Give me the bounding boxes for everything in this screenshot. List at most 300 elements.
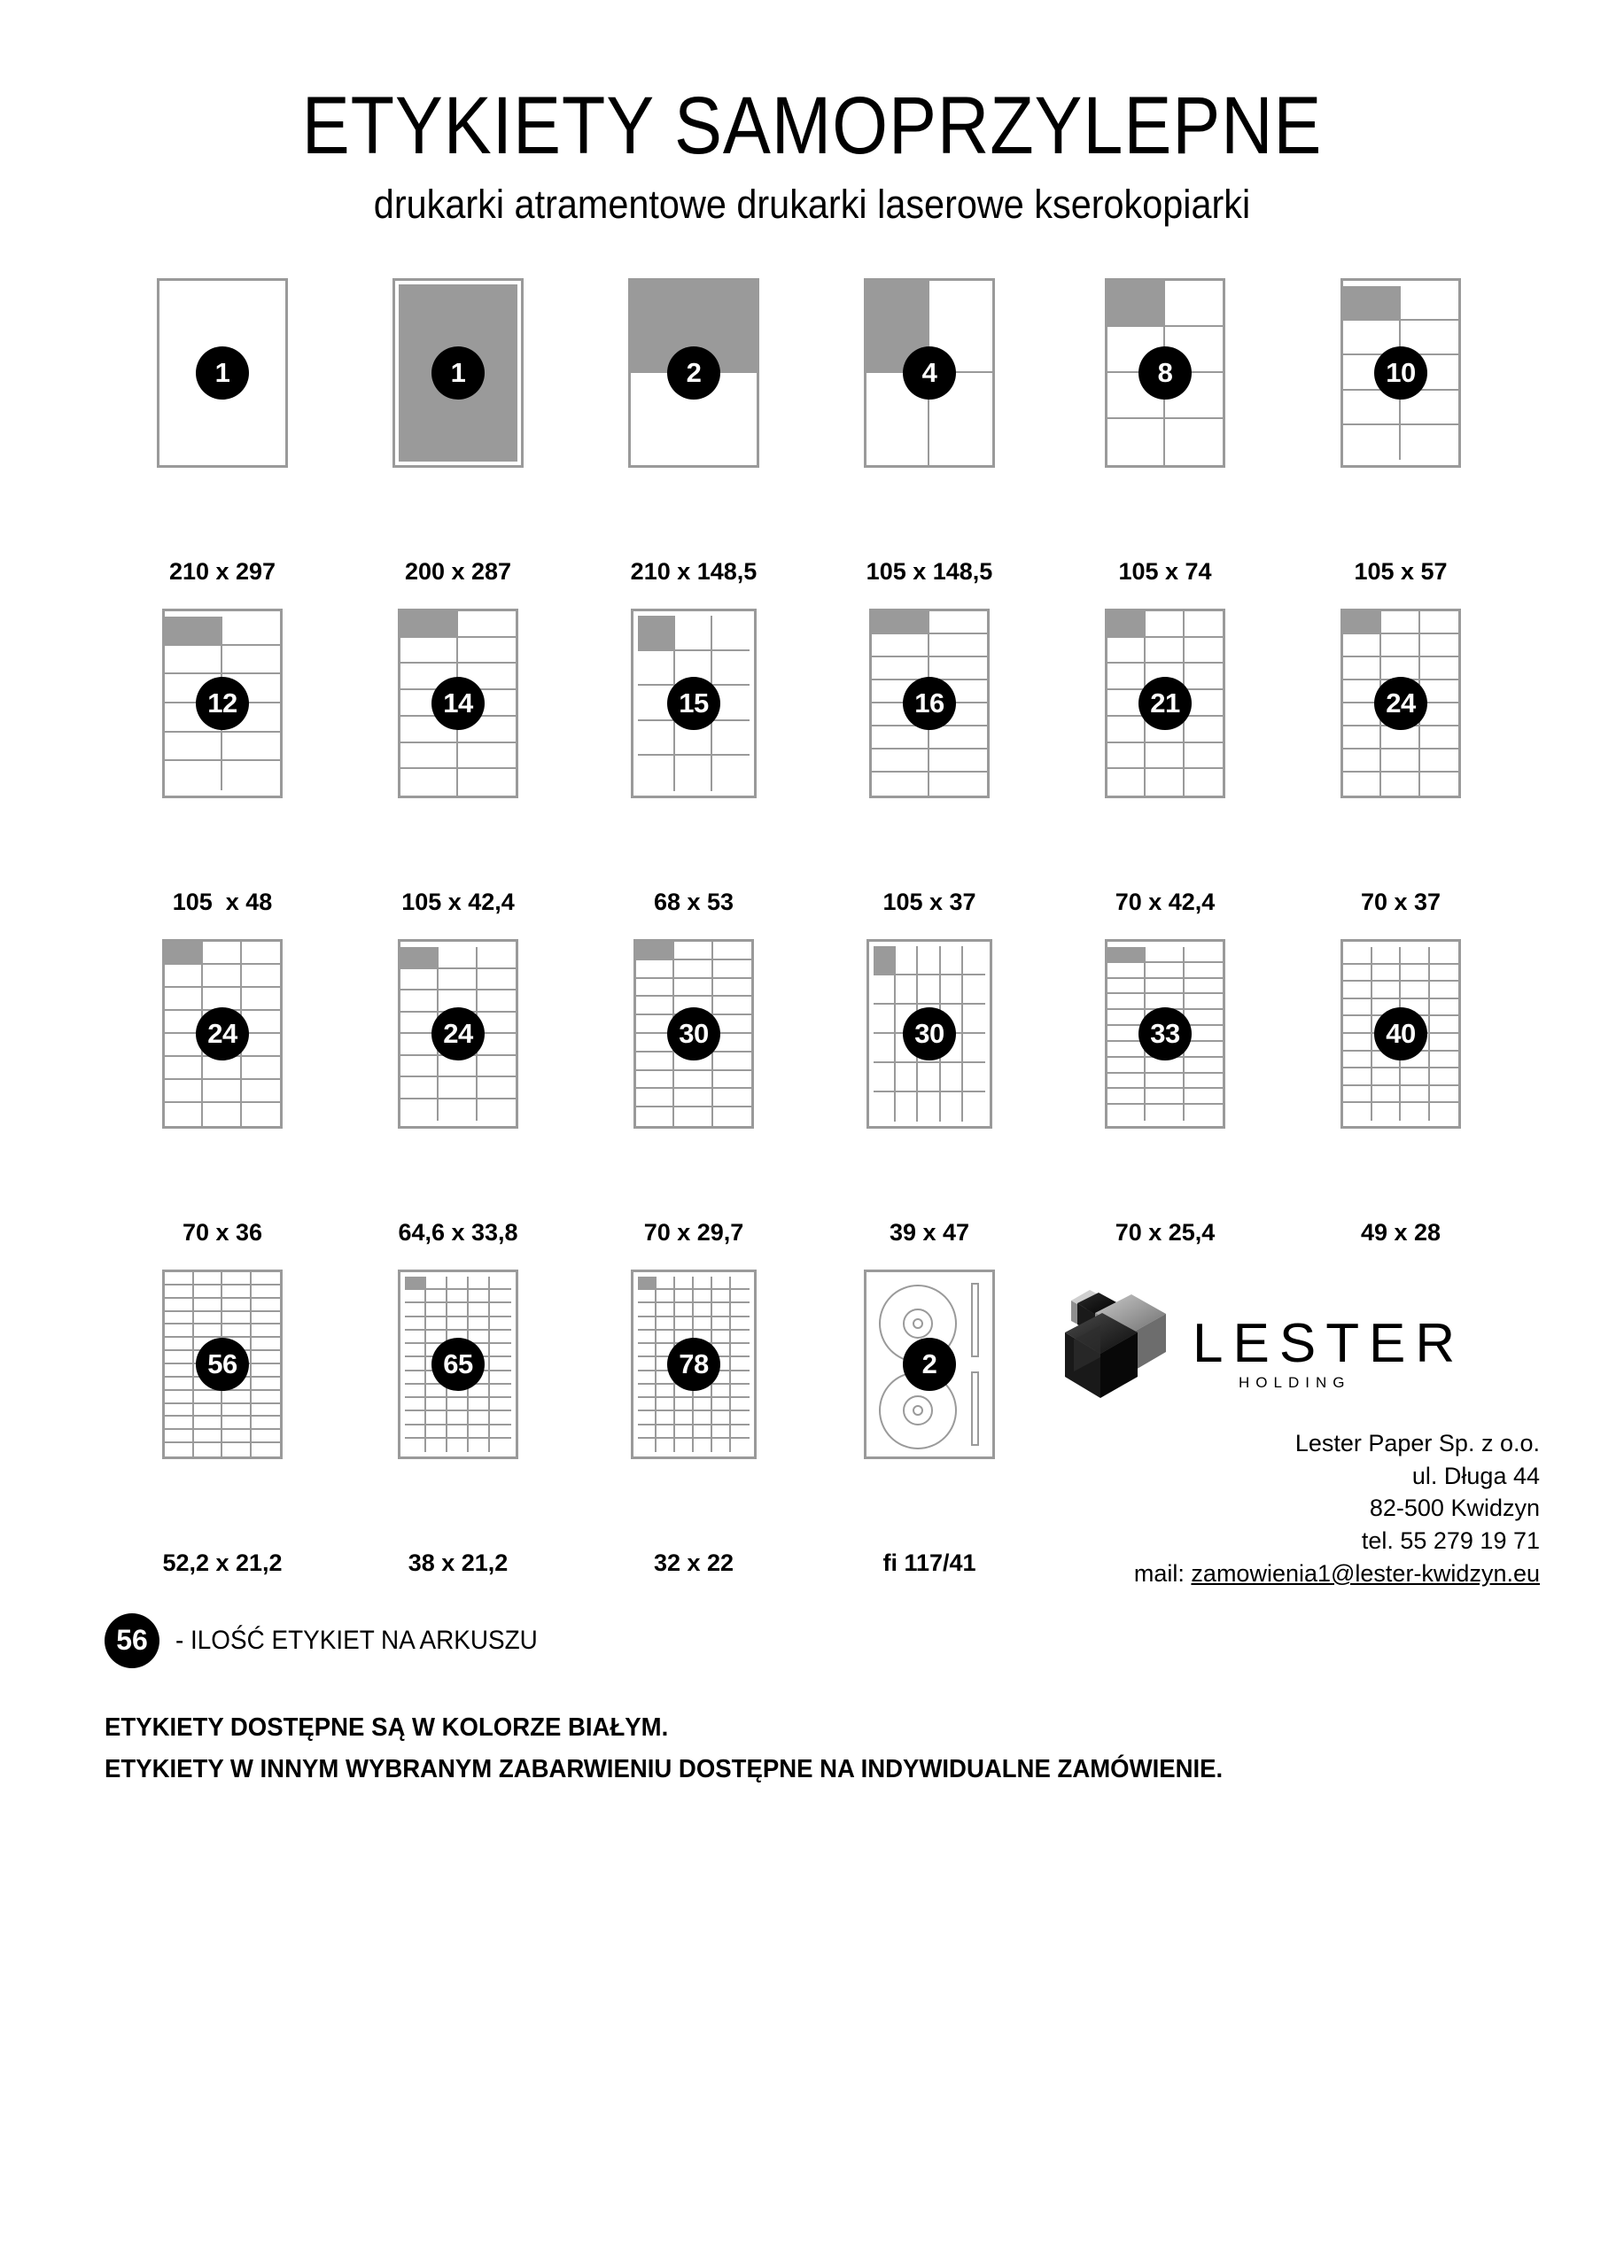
label-cell bbox=[1401, 1068, 1430, 1086]
label-cell bbox=[636, 1071, 674, 1090]
label-cell bbox=[731, 1357, 750, 1371]
label-cell bbox=[731, 1425, 750, 1439]
label-size-caption: 70 x 42,4 bbox=[1115, 889, 1216, 915]
label-size-caption: 105 x 48 bbox=[172, 889, 273, 915]
label-cell bbox=[1420, 611, 1458, 634]
label-cell bbox=[694, 1317, 712, 1331]
label-cell-highlighted bbox=[1107, 281, 1165, 327]
cd-label-sheet bbox=[864, 1270, 995, 1459]
label-sheet-figure bbox=[1105, 278, 1225, 544]
label-cell bbox=[242, 1057, 280, 1080]
label-sheet bbox=[1105, 939, 1225, 1129]
label-cell bbox=[194, 1391, 223, 1404]
label-sheet-card[interactable] bbox=[812, 939, 1047, 1247]
label-cell bbox=[1107, 1105, 1146, 1121]
label-cell bbox=[1185, 1058, 1223, 1074]
label-sheet-figure bbox=[1340, 609, 1461, 874]
label-cell bbox=[712, 1277, 731, 1290]
label-cell bbox=[405, 1425, 426, 1439]
label-cell bbox=[1146, 963, 1184, 979]
label-cell bbox=[1430, 947, 1459, 965]
label-cell bbox=[490, 1344, 511, 1357]
label-cell bbox=[1343, 657, 1381, 680]
label-cell bbox=[426, 1303, 447, 1317]
label-count-badge: 24 bbox=[431, 1007, 485, 1060]
label-sheet bbox=[864, 278, 995, 468]
label-sheet-card[interactable] bbox=[105, 1270, 340, 1577]
label-cell bbox=[657, 1290, 675, 1303]
label-cell bbox=[918, 1063, 940, 1092]
label-sheet bbox=[628, 278, 759, 468]
label-sheet-card[interactable] bbox=[1283, 609, 1519, 916]
label-cell bbox=[929, 750, 987, 773]
label-sheet bbox=[631, 609, 757, 798]
label-sheet-card[interactable] bbox=[340, 278, 576, 586]
label-sheet-card[interactable] bbox=[1047, 278, 1283, 586]
label-cell bbox=[963, 1034, 985, 1063]
label-cell bbox=[1185, 743, 1223, 770]
cd-center-hole bbox=[913, 1405, 923, 1416]
label-cell bbox=[712, 1439, 731, 1452]
label-size-caption: 105 x 57 bbox=[1354, 558, 1448, 585]
label-cell bbox=[165, 1272, 194, 1285]
label-cell bbox=[694, 1290, 712, 1303]
label-sheet-card[interactable] bbox=[340, 1270, 576, 1577]
label-cell bbox=[657, 1331, 675, 1344]
label-cell-highlighted bbox=[1343, 286, 1401, 321]
label-cell bbox=[1430, 1103, 1459, 1121]
label-cell bbox=[638, 1357, 657, 1371]
label-cell bbox=[636, 1107, 674, 1126]
label-cell bbox=[712, 1425, 731, 1439]
label-cell bbox=[447, 1303, 469, 1317]
label-cell bbox=[469, 1398, 490, 1411]
label-sheet bbox=[633, 939, 754, 1129]
label-sheet-figure bbox=[864, 1270, 995, 1535]
label-cell bbox=[165, 646, 222, 675]
label-cell bbox=[1372, 982, 1402, 999]
label-cell bbox=[165, 1404, 194, 1418]
label-cell bbox=[1401, 1086, 1430, 1104]
label-cell bbox=[405, 1290, 426, 1303]
label-cell bbox=[896, 975, 918, 1005]
label-cell bbox=[458, 638, 516, 664]
label-cell-highlighted bbox=[638, 1277, 657, 1290]
label-size-caption: 49 x 28 bbox=[1360, 1219, 1441, 1246]
label-count-badge: 8 bbox=[1138, 346, 1192, 400]
label-cell bbox=[439, 969, 477, 991]
label-cell bbox=[712, 1303, 731, 1317]
label-sheet bbox=[162, 939, 283, 1129]
label-cell bbox=[731, 1303, 750, 1317]
label-cell bbox=[657, 1425, 675, 1439]
label-cell bbox=[405, 1331, 426, 1344]
label-cell bbox=[657, 1398, 675, 1411]
label-cell-highlighted bbox=[405, 1277, 426, 1290]
label-sheet-card[interactable] bbox=[105, 278, 340, 586]
label-cell bbox=[941, 946, 963, 975]
label-cell-highlighted bbox=[638, 616, 675, 651]
label-count-badge: 78 bbox=[667, 1338, 720, 1391]
label-cell bbox=[490, 1357, 511, 1371]
label-sheet bbox=[1340, 609, 1461, 798]
label-sheet bbox=[162, 1270, 283, 1459]
label-cell bbox=[194, 1404, 223, 1418]
contact-company-name: Lester Paper Sp. z o.o. bbox=[1294, 1430, 1540, 1456]
label-sheet-figure bbox=[157, 278, 288, 544]
label-cell bbox=[638, 1398, 657, 1411]
label-cell bbox=[657, 1411, 675, 1425]
label-cell bbox=[194, 1312, 223, 1325]
label-cell bbox=[1185, 1042, 1223, 1058]
label-cell bbox=[490, 1425, 511, 1439]
label-sheet-card[interactable] bbox=[1047, 939, 1283, 1247]
label-cell bbox=[731, 1371, 750, 1385]
label-cell bbox=[638, 1290, 657, 1303]
label-sheet-card[interactable] bbox=[576, 939, 812, 1247]
label-size-caption: 70 x 36 bbox=[182, 1219, 263, 1246]
label-cell bbox=[1185, 1010, 1223, 1026]
label-cell bbox=[1146, 947, 1184, 963]
label-cell bbox=[439, 1099, 477, 1122]
label-cell bbox=[674, 942, 712, 960]
label-cell bbox=[490, 1439, 511, 1452]
label-cell bbox=[713, 1107, 751, 1126]
label-cell bbox=[712, 1385, 731, 1398]
label-cell bbox=[1381, 634, 1419, 657]
label-cell-highlighted bbox=[400, 947, 439, 969]
label-cell bbox=[1343, 1103, 1372, 1121]
label-cell bbox=[638, 1385, 657, 1398]
label-cell bbox=[872, 726, 929, 750]
label-sheet-card[interactable] bbox=[576, 278, 812, 586]
label-cell bbox=[252, 1404, 281, 1418]
label-sheet-figure bbox=[162, 1270, 283, 1535]
label-cell bbox=[405, 1317, 426, 1331]
label-sheet-figure bbox=[398, 609, 518, 874]
label-count-badge: 15 bbox=[667, 677, 720, 730]
label-cell bbox=[1401, 947, 1430, 965]
label-cell bbox=[638, 1425, 657, 1439]
label-cell bbox=[1430, 1016, 1459, 1034]
label-sheet bbox=[162, 609, 283, 798]
label-cell bbox=[222, 646, 280, 675]
label-cell bbox=[469, 1411, 490, 1425]
label-sheet bbox=[869, 609, 990, 798]
label-cell bbox=[400, 1099, 439, 1122]
label-sheet-figure bbox=[631, 609, 757, 874]
label-cell bbox=[1420, 657, 1458, 680]
label-cell bbox=[405, 1411, 426, 1425]
label-sheet-figure bbox=[633, 939, 754, 1205]
label-cell bbox=[1401, 982, 1430, 999]
label-cell bbox=[426, 1290, 447, 1303]
label-size-caption: 105 x 148,5 bbox=[866, 558, 993, 585]
label-cell bbox=[194, 1272, 223, 1285]
logo-wordmark bbox=[1193, 1298, 1465, 1392]
label-cell bbox=[469, 1317, 490, 1331]
label-sheet-card[interactable] bbox=[812, 1270, 1047, 1577]
label-cell bbox=[222, 1299, 252, 1312]
footnotes bbox=[105, 1707, 1519, 1792]
label-count-badge: 40 bbox=[1374, 1007, 1427, 1060]
label-cell bbox=[400, 990, 439, 1013]
label-sheet-figure bbox=[631, 1270, 757, 1535]
label-cell bbox=[405, 1371, 426, 1385]
label-cell bbox=[874, 1005, 896, 1034]
label-cell bbox=[636, 1052, 674, 1071]
label-sheet bbox=[1105, 278, 1225, 468]
label-cell bbox=[1146, 1105, 1184, 1121]
label-cell bbox=[469, 1425, 490, 1439]
label-cell bbox=[1165, 281, 1223, 327]
label-cell bbox=[1185, 638, 1223, 664]
label-count-badge: 65 bbox=[431, 1338, 485, 1391]
label-cell bbox=[713, 942, 751, 960]
label-cell bbox=[713, 1071, 751, 1090]
label-cell bbox=[941, 1063, 963, 1092]
label-cell bbox=[638, 1303, 657, 1317]
label-cell bbox=[694, 1398, 712, 1411]
label-cell bbox=[713, 997, 751, 1015]
contact-email-address[interactable]: zamowienia1@lester-kwidzyn.eu bbox=[1191, 1559, 1540, 1587]
label-size-caption: 70 x 25,4 bbox=[1115, 1219, 1216, 1246]
label-cell bbox=[222, 1272, 252, 1285]
label-sheet-grid bbox=[105, 278, 1540, 1590]
label-cell bbox=[242, 1080, 280, 1103]
logo-cubes-icon bbox=[1056, 1281, 1189, 1410]
label-cell bbox=[400, 969, 439, 991]
label-count-badge: 21 bbox=[1138, 677, 1192, 730]
label-cell bbox=[896, 946, 918, 975]
label-sheet-figure bbox=[864, 278, 995, 544]
label-size-caption: 52,2 x 21,2 bbox=[162, 1550, 283, 1576]
label-cell bbox=[405, 1439, 426, 1452]
label-cell bbox=[638, 1439, 657, 1452]
label-cell bbox=[731, 1344, 750, 1357]
label-cell bbox=[1343, 425, 1401, 460]
legend-badge: 56 bbox=[105, 1613, 159, 1668]
label-sheet bbox=[631, 1270, 757, 1459]
label-cell bbox=[165, 988, 203, 1011]
label-sheet-card[interactable] bbox=[576, 1270, 812, 1577]
label-cell bbox=[1343, 982, 1372, 999]
footnote-line-2: ETYKIETY W INNYM WYBRANYM ZABARWIENIU DOSTĘPNE NA INDYWIDUALNE ZAMÓWIENIE. bbox=[105, 1755, 1224, 1784]
label-count-badge: 16 bbox=[903, 677, 956, 730]
label-cell bbox=[657, 1277, 675, 1290]
label-cell bbox=[194, 1285, 223, 1299]
label-cell bbox=[165, 1057, 203, 1080]
label-sheet-card[interactable] bbox=[1047, 609, 1283, 916]
label-cell bbox=[203, 942, 241, 965]
label-cell bbox=[896, 1063, 918, 1092]
label-cell-highlighted bbox=[165, 942, 203, 965]
label-cell bbox=[242, 965, 280, 988]
footnote-line-1: ETYKIETY DOSTĘPNE SĄ W KOLORZE BIAŁYM. bbox=[105, 1713, 669, 1742]
label-size-caption: 210 x 297 bbox=[168, 558, 276, 585]
label-cell bbox=[426, 1277, 447, 1290]
label-cell bbox=[929, 657, 987, 680]
label-cell bbox=[447, 1398, 469, 1411]
label-sheet-card[interactable] bbox=[1283, 278, 1519, 586]
label-cell bbox=[222, 617, 280, 646]
label-cell bbox=[1343, 1052, 1372, 1069]
label-cell bbox=[252, 1338, 281, 1351]
label-sheet-card[interactable] bbox=[576, 609, 812, 916]
label-sheet-figure bbox=[1105, 609, 1225, 874]
label-size-caption: 105 x 42,4 bbox=[401, 889, 515, 915]
label-cell bbox=[941, 975, 963, 1005]
contact-details bbox=[1056, 1427, 1543, 1590]
label-sheet bbox=[157, 278, 288, 468]
label-cell bbox=[675, 1277, 694, 1290]
label-cell bbox=[731, 1385, 750, 1398]
label-cell bbox=[1146, 1089, 1184, 1105]
label-cell bbox=[1185, 1089, 1223, 1105]
label-cell bbox=[1185, 717, 1223, 743]
label-sheet-card[interactable] bbox=[812, 278, 1047, 586]
label-sheet bbox=[398, 1270, 518, 1459]
label-cell bbox=[165, 1299, 194, 1312]
label-cell bbox=[1430, 1034, 1459, 1052]
label-cell bbox=[490, 1303, 511, 1317]
label-cell bbox=[1165, 419, 1223, 465]
label-cell bbox=[1343, 1068, 1372, 1086]
label-cell bbox=[405, 1357, 426, 1371]
label-sheet-row bbox=[105, 939, 1519, 1247]
label-cell bbox=[426, 1317, 447, 1331]
label-cell bbox=[638, 651, 675, 687]
label-cell bbox=[918, 946, 940, 975]
label-cell bbox=[1185, 963, 1223, 979]
label-cell bbox=[1343, 999, 1372, 1017]
label-cell bbox=[636, 979, 674, 998]
label-cell bbox=[712, 1398, 731, 1411]
label-cell bbox=[731, 1331, 750, 1344]
label-count-badge: 56 bbox=[196, 1338, 249, 1391]
label-sheet-figure bbox=[162, 609, 283, 874]
label-sheet-figure bbox=[392, 278, 524, 544]
label-cell bbox=[636, 997, 674, 1015]
contact-email-label: mail: bbox=[1133, 1559, 1192, 1587]
label-cell bbox=[447, 1290, 469, 1303]
label-cell bbox=[657, 1439, 675, 1452]
label-cell bbox=[712, 1411, 731, 1425]
label-cell bbox=[963, 1063, 985, 1092]
label-sheet-card[interactable] bbox=[105, 609, 340, 916]
cd-center-hole bbox=[913, 1318, 923, 1329]
label-size-caption: 39 x 47 bbox=[889, 1219, 970, 1246]
label-cell bbox=[222, 1324, 252, 1338]
page-subtitle: drukarki atramentowe drukarki laserowe kserokopiarki bbox=[373, 182, 1251, 227]
label-cell bbox=[1107, 419, 1165, 465]
label-sheet-card[interactable] bbox=[1283, 939, 1519, 1247]
label-cell bbox=[1107, 963, 1146, 979]
label-cell bbox=[447, 1411, 469, 1425]
label-cell bbox=[405, 1344, 426, 1357]
label-cell bbox=[1401, 286, 1458, 321]
label-cell bbox=[731, 1317, 750, 1331]
label-count-badge: 24 bbox=[1374, 677, 1427, 730]
label-sheet-figure bbox=[398, 1270, 518, 1535]
label-sheet bbox=[1105, 609, 1225, 798]
label-cell-highlighted bbox=[1107, 611, 1146, 638]
label-cell bbox=[674, 1071, 712, 1090]
label-sheet-card[interactable] bbox=[105, 939, 340, 1247]
label-cell bbox=[872, 750, 929, 773]
label-cell bbox=[712, 756, 750, 791]
label-cell bbox=[712, 1290, 731, 1303]
label-cell bbox=[469, 1277, 490, 1290]
label-cell bbox=[929, 634, 987, 657]
label-cell bbox=[1420, 773, 1458, 796]
label-cell bbox=[405, 1398, 426, 1411]
label-cell bbox=[929, 611, 987, 634]
label-cell bbox=[405, 1303, 426, 1317]
label-cell bbox=[1430, 1068, 1459, 1086]
label-cell bbox=[222, 1285, 252, 1299]
label-cell bbox=[165, 1364, 194, 1378]
label-cell bbox=[694, 1277, 712, 1290]
label-cell bbox=[674, 1107, 712, 1126]
label-sheet-figure bbox=[1105, 939, 1225, 1205]
label-sheet-card[interactable] bbox=[340, 609, 576, 916]
label-cell bbox=[638, 756, 675, 791]
label-cell bbox=[1343, 726, 1381, 750]
label-cell bbox=[675, 1439, 694, 1452]
label-sheet-card[interactable] bbox=[340, 939, 576, 1247]
label-cell bbox=[638, 1411, 657, 1425]
label-cell bbox=[458, 743, 516, 770]
label-cell bbox=[1185, 1074, 1223, 1090]
label-cell bbox=[675, 1303, 694, 1317]
label-cell bbox=[1343, 634, 1381, 657]
label-cell bbox=[165, 1351, 194, 1364]
label-cell bbox=[657, 1303, 675, 1317]
label-cell bbox=[490, 1371, 511, 1385]
label-count-badge: 14 bbox=[431, 677, 485, 730]
label-cell bbox=[941, 1092, 963, 1122]
label-cell bbox=[674, 960, 712, 979]
label-cell bbox=[165, 1338, 194, 1351]
label-cell bbox=[694, 1411, 712, 1425]
label-count-badge: 33 bbox=[1138, 1007, 1192, 1060]
label-cell bbox=[1343, 947, 1372, 965]
label-cell-highlighted bbox=[872, 611, 929, 634]
label-cell bbox=[731, 1398, 750, 1411]
label-cell bbox=[874, 975, 896, 1005]
label-cell bbox=[252, 1272, 281, 1285]
label-count-badge: 30 bbox=[903, 1007, 956, 1060]
label-cell bbox=[713, 1052, 751, 1071]
label-cell bbox=[490, 1277, 511, 1290]
brand-contact-block bbox=[1047, 1270, 1543, 1590]
label-cell bbox=[674, 979, 712, 998]
label-cell bbox=[694, 1439, 712, 1452]
label-cell bbox=[490, 1317, 511, 1331]
label-sheet-card[interactable] bbox=[812, 609, 1047, 916]
label-cell bbox=[675, 1290, 694, 1303]
label-cell bbox=[929, 773, 987, 796]
label-cell bbox=[252, 1299, 281, 1312]
label-cell bbox=[694, 1425, 712, 1439]
label-cell bbox=[657, 1385, 675, 1398]
label-cell bbox=[712, 1317, 731, 1331]
label-cell bbox=[222, 1430, 252, 1443]
label-size-caption: fi 117/41 bbox=[882, 1550, 976, 1576]
label-cell bbox=[426, 1425, 447, 1439]
label-cell bbox=[478, 1077, 516, 1099]
